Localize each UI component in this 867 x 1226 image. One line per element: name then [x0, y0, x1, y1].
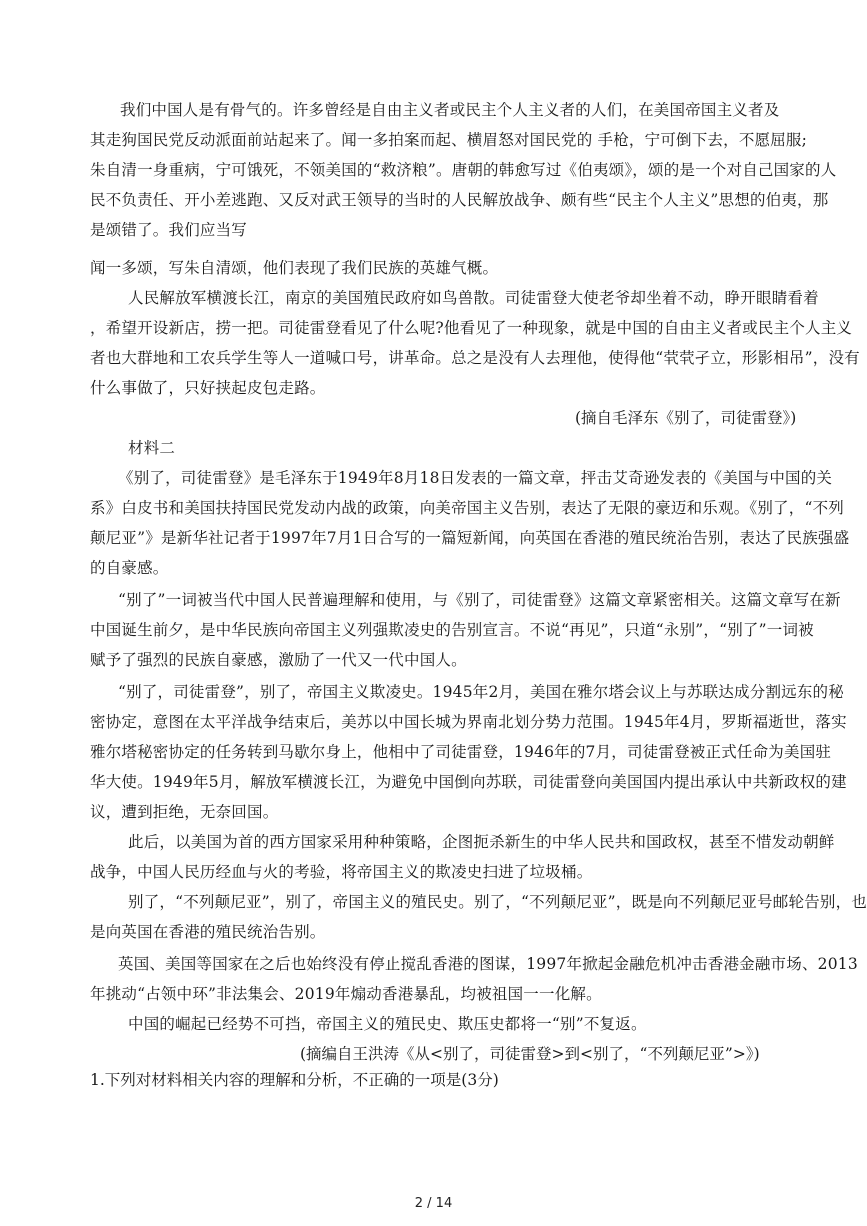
text-line: 议，遭到拒绝，无奈回国。	[90, 803, 279, 821]
text-line: “别了，司徒雷登”，别了，帝国主义欺凌史。1945年2月，美国在雅尔塔会议上与苏联达成分割远东的秘	[118, 683, 844, 701]
text-line: 雅尔塔秘密协定的任务转到马歇尔身上，他相中了司徒雷登，1946年的7月，司徒雷登被正式任命为美国驻	[90, 743, 832, 761]
text-line: “别了”一词被当代中国人民普遍理解和使用，与《别了，司徒雷登》这篇文章紧密相关。这篇文章写在新	[118, 591, 841, 609]
text-line: 其走狗国民党反动派面前站起来了。闻一多拍案而起、横眉怒对国民党的 手枪，宁可倒下去，不愿屈服;	[90, 131, 808, 149]
text-line: 华大使。1949年5月，解放军横渡长江，为避免中国倒向苏联，司徒雷登向美国国内提出承认中共新政权的建	[90, 773, 847, 791]
text-line: 朱自清一身重病，宁可饿死，不领美国的“救济粮”。唐朝的韩愈写过《伯夷颂》，颂的是一个对自己国家的人	[90, 161, 837, 179]
text-line: 赋予了强烈的民族自豪感，激励了一代又一代中国人。	[90, 651, 467, 669]
text-line: 民不负责任、开小差逃跑、又反对武王领导的当时的人民解放战争、颇有些“民主个人主义”思想的伯夷，那	[90, 191, 829, 209]
text-line: 密协定，意图在太平洋战争结束后，美苏以中国长城为界南北划分势力范围。1945年4月，罗斯福逝世，落实	[90, 713, 847, 731]
source-citation: (摘编自王洪涛《从<别了，司徒雷登>到<别了，“不列颠尼亚”>》)	[300, 1045, 760, 1063]
page-number: 2 / 14	[414, 1196, 453, 1211]
text-line: 中国诞生前夕，是中华民族向帝国主义列强欺凌史的告别宣言。不说“再见”，只道“永别”，“别了”一词被	[90, 621, 814, 639]
text-line: 《别了，司徒雷登》是毛泽东于1949年8月18日发表的一篇文章，抨击艾奇逊发表的《美国与中国的关	[118, 469, 833, 487]
text-line: 人民解放军横渡长江，南京的美国殖民政府如鸟兽散。司徒雷登大使老爷却坐着不动，睁开眼睛看着	[128, 289, 819, 307]
text-line: 系》白皮书和美国扶持国民党发动内战的政策，向美帝国主义告别，表达了无限的豪迈和乐观。《别了，“不列	[90, 499, 844, 517]
text-line: 年挑动“占领中环”非法集会、2019年煽动香港暴乱，均被祖国一一化解。	[90, 985, 602, 1003]
text-line: 颠尼亚”》是新华社记者于1997年7月1日合写的一篇短新闻，向英国在香港的殖民统治告别，表达了民族强盛	[90, 529, 850, 547]
text-line: ，希望开设新店，捞一把。司徒雷登看见了什么呢?他看见了一种现象，就是中国的自由主义者或民主个人主义	[90, 319, 853, 337]
text-line: 的自豪感。	[90, 559, 169, 577]
text-line: 是颂错了。我们应当写	[90, 221, 248, 239]
text-line: 是向英国在香港的殖民统治告别。	[90, 923, 326, 941]
text-line: 什么事做了，只好挟起皮包走路。	[90, 379, 326, 397]
text-line: 闻一多颂，写朱自清颂，他们表现了我们民族的英雄气概。	[90, 259, 499, 277]
text-line: 此后，以美国为首的西方国家采用种种策略，企图扼杀新生的中华人民共和国政权，甚至不惜发动朝鲜	[128, 833, 835, 851]
text-line: 我们中国人是有骨气的。许多曾经是自由主义者或民主个人主义者的人们，在美国帝国主义者及	[120, 101, 780, 119]
text-line: 中国的崛起已经势不可挡，帝国主义的殖民史、欺压史都将一“别”不复返。	[128, 1015, 647, 1033]
question-prompt: 1.下列对材料相关内容的理解和分析，不正确的一项是(3分)	[90, 1071, 499, 1089]
text-line: 者也大群地和工农兵学生等人一道喊口号，讲革命。总之是没有人去理他，使得他“茕茕孑立，形影相吊”，没有	[90, 349, 860, 367]
text-line: 英国、美国等国家在之后也始终没有停止搅乱香港的图谋，1997年掀起金融危机冲击香港金融市场、2013	[118, 955, 858, 973]
section-heading: 材料二	[128, 439, 176, 457]
text-line: 别了，“不列颠尼亚”，别了，帝国主义的殖民史。别了，“不列颠尼亚”，既是向不列颠尼亚号邮轮告别，也	[128, 893, 867, 911]
text-line: 战争，中国人民历经血与火的考验，将帝国主义的欺凌史扫进了垃圾桶。	[90, 863, 593, 881]
source-citation: (摘自毛泽东《别了，司徒雷登》)	[575, 409, 797, 427]
